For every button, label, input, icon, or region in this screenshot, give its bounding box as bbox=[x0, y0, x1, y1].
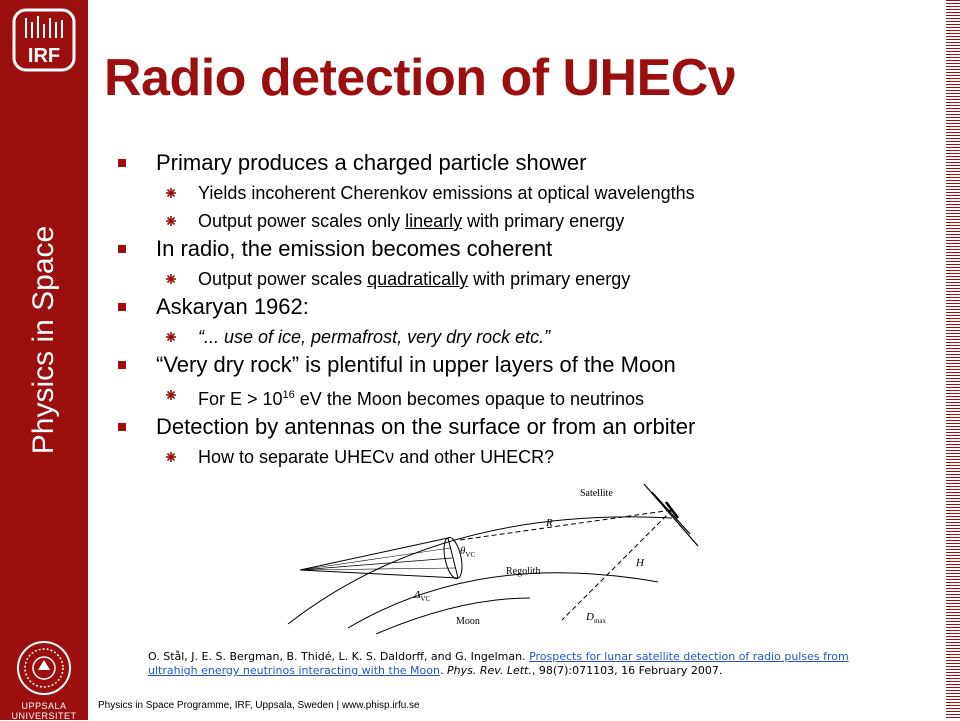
sub-bullet-item bbox=[118, 210, 878, 232]
cherenkov-cone bbox=[300, 538, 458, 578]
label-delta: $\Delta_{VC}$ bbox=[414, 589, 431, 603]
sub-bullet-icon bbox=[166, 188, 176, 198]
bullet-item: Primary produces a charged particle shower bbox=[118, 150, 878, 176]
sub-bullet-item bbox=[118, 182, 878, 204]
bullet-item: In radio, the emission becomes coherent bbox=[118, 236, 878, 262]
sub-bullet-icon bbox=[166, 274, 176, 284]
label-h: H bbox=[636, 557, 644, 569]
bullet-item: “Very dry rock” is plentiful in upper layers of the Moon bbox=[118, 352, 878, 378]
title-main: Radio detection of UHEC bbox=[104, 49, 708, 107]
label-satellite: Satellite bbox=[580, 488, 613, 499]
label-theta: $\theta_{VC}$ bbox=[460, 545, 476, 559]
label-r: R bbox=[546, 517, 553, 529]
citation-sep: . bbox=[439, 664, 447, 677]
lunar-detection-diagram bbox=[280, 478, 750, 634]
sub-bullet-text: How to separate UHECν and other UHECR? bbox=[198, 447, 555, 467]
sub-bullet-text: with primary energy bbox=[468, 269, 631, 289]
sub-bullet-item bbox=[118, 268, 878, 290]
irf-logo bbox=[12, 8, 76, 72]
quote-text: “... use of ice, permafrost, very dry rock etc.” bbox=[198, 327, 551, 347]
underlined-word: quadratically bbox=[367, 269, 469, 289]
university-name-line1: UPPSALA bbox=[21, 701, 67, 711]
sub-bullet-text: with primary energy bbox=[462, 211, 625, 231]
exponent: 16 bbox=[282, 389, 295, 401]
sidebar-vertical-label: Physics in Space bbox=[27, 225, 60, 455]
sub-bullet-text: eV the Moon becomes opaque to neutrinos bbox=[294, 389, 645, 409]
label-dmax: $D_{max}$ bbox=[586, 611, 607, 625]
bullet-item: Detection by antennas on the surface or from an orbiter bbox=[118, 414, 878, 440]
satellite-icon bbox=[644, 484, 698, 546]
title-nu: ν bbox=[707, 49, 737, 107]
sub-bullet-text: Output power scales bbox=[198, 269, 368, 289]
label-regolith: Regolith bbox=[506, 566, 541, 577]
sub-bullet-icon bbox=[166, 216, 176, 226]
citation-link[interactable]: Prospects for lunar satellite detection of radio pulses from ultrahigh energy neutrinos interacting with the Moon bbox=[148, 650, 849, 677]
sub-bullet-text: Output power scales only bbox=[198, 211, 406, 231]
sub-bullet-item bbox=[118, 326, 878, 348]
sub-bullet-icon bbox=[166, 452, 176, 462]
right-edge-stripe bbox=[946, 0, 960, 720]
citation-authors: O. Stål, J. E. S. Bergman, B. Thidé, L. K. S. Daldorff, and G. Ingelman. bbox=[148, 650, 530, 663]
moon-inner-curve bbox=[376, 598, 530, 634]
ray-line-h bbox=[562, 510, 672, 620]
sub-bullet-text: For E > 10 bbox=[198, 389, 283, 409]
label-moon: Moon bbox=[456, 616, 480, 627]
university-name-line2: UNIVERSITET bbox=[11, 711, 77, 721]
regolith-boundary-curve bbox=[348, 573, 658, 628]
bullet-list bbox=[118, 146, 878, 468]
sidebar bbox=[0, 0, 88, 720]
footer-text: Physics in Space Programme, IRF, Uppsala, Sweden | www.phisp.irfu.se bbox=[98, 700, 420, 711]
sub-bullet-item bbox=[118, 446, 878, 468]
underlined-word: linearly bbox=[405, 211, 463, 231]
ray-line-r bbox=[460, 510, 672, 540]
citation-rest: , 98(7):071103, 16 February 2007. bbox=[531, 664, 723, 677]
citation-journal: Phys. Rev. Lett. bbox=[446, 664, 532, 677]
cone-ray bbox=[300, 548, 450, 570]
sub-bullet-text: Yields incoherent Cherenkov emissions at optical wavelengths bbox=[198, 183, 695, 203]
citation bbox=[148, 650, 878, 678]
sub-bullet-icon bbox=[166, 390, 176, 400]
moon-surface-curve bbox=[288, 517, 672, 624]
irf-logo-text: IRF bbox=[27, 45, 61, 67]
sub-bullet-item bbox=[118, 384, 878, 410]
slide-title bbox=[104, 48, 736, 108]
bullet-item: Askaryan 1962: bbox=[118, 294, 878, 320]
sub-bullet-icon bbox=[166, 332, 176, 342]
uppsala-seal bbox=[16, 640, 72, 696]
